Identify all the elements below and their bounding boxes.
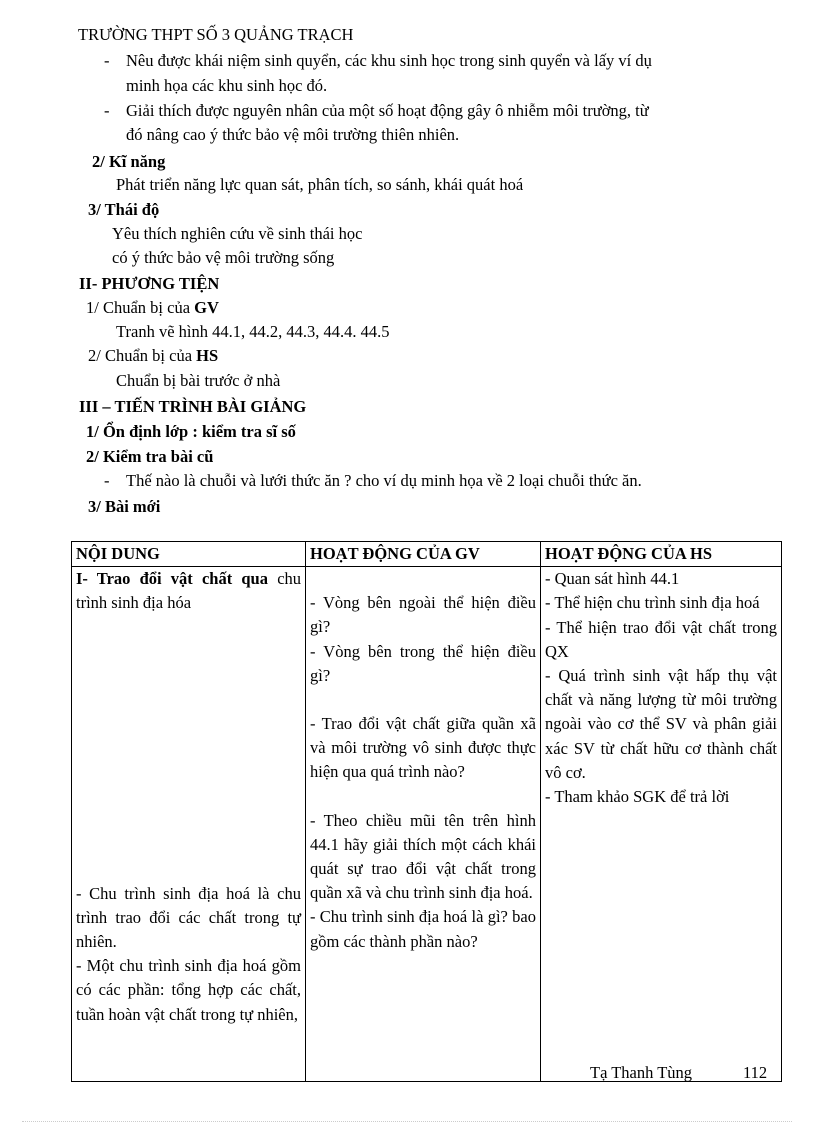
skills-heading: 2/ Kĩ năng	[92, 152, 166, 171]
student-answer: - Quan sát hình 44.1	[545, 569, 680, 589]
hs-prep-heading: 2/ Chuẩn bị của HS	[88, 346, 219, 365]
content-paragraph: - Chu trình sinh địa hoá là chu trình trao đổi các chất trong tự nhiên.	[76, 883, 301, 952]
attitude-line: có ý thức bảo vệ môi trường sống	[112, 248, 335, 267]
page-divider	[22, 1121, 792, 1122]
student-answer: - Thể hiện trao đổi vật chất trong QX	[545, 617, 777, 661]
column-header: HOẠT ĐỘNG CỦA HS	[541, 542, 782, 567]
content-cell	[72, 567, 306, 1082]
step-3: 3/ Bài mới	[88, 497, 161, 516]
hs-prep-text: Chuẩn bị bài trước ở nhà	[116, 371, 281, 390]
student-activity-cell	[541, 567, 782, 1082]
gv-prep-heading: 1/ Chuẩn bị của GV	[86, 298, 219, 317]
step-2: 2/ Kiểm tra bài cũ	[86, 447, 214, 466]
step-1: 1/ Ổn định lớp : kiểm tra sĩ số	[86, 422, 296, 441]
skills-text: Phát triển năng lực quan sát, phân tích, so sánh, khái quát hoá	[116, 175, 524, 194]
teacher-question: - Vòng bên trong thể hiện điều gì?	[310, 641, 536, 685]
student-answer: - Thể hiện chu trình sinh địa hoá	[545, 593, 760, 613]
column-header: NỘI DUNG	[72, 542, 306, 567]
content-paragraph: - Một chu trình sinh địa hoá gồm có các phần: tổng hợp các chất, tuần hoàn vật chất trong tự nhiên,	[76, 956, 301, 1024]
bullet-dash: -	[104, 101, 110, 120]
objective-line: minh họa các khu sinh học đó.	[126, 76, 328, 95]
student-answer: - Quá trình sinh vật hấp thụ vật chất và năng lượng từ môi trường ngoài vào cơ thể SV và phân giải xác SV từ chất hữu cơ thành chất vô cơ.	[545, 666, 777, 782]
gv-prep-text: Tranh vẽ hình 44.1, 44.2, 44.3, 44.4. 44.5	[116, 322, 390, 341]
teacher-question: - Trao đổi vật chất giữa quần xã và môi trường vô sinh được thực hiện qua quá trình nào?	[310, 714, 536, 782]
attitude-line: Yêu thích nghiên cứu về sinh thái học	[112, 224, 363, 243]
objective-line: Giải thích được nguyên nhân của một số hoạt động gây ô nhiễm môi trường, từ	[126, 101, 649, 120]
section-heading-process: III – TIẾN TRÌNH BÀI GIẢNG	[79, 397, 307, 416]
student-answer: - Tham khảo SGK để trả lời	[545, 787, 730, 807]
section-title: I- Trao đổi vật chất qua chu trình sinh địa hóa	[76, 569, 302, 613]
lesson-table	[71, 541, 782, 1082]
footer-author: Tạ Thanh Tùng	[590, 1063, 693, 1082]
teacher-activity-cell	[306, 567, 541, 1082]
page-number: 112	[743, 1063, 768, 1082]
objective-line: đó nâng cao ý thức bảo vệ môi trường thiên nhiên.	[126, 125, 460, 144]
school-header: TRƯỜNG THPT SỐ 3 QUẢNG TRẠCH	[78, 25, 354, 44]
bullet-dash: -	[104, 471, 110, 490]
step-2-question: Thế nào là chuỗi và lưới thức ăn ? cho ví dụ minh họa về 2 loại chuỗi thức ăn.	[126, 471, 642, 490]
objective-line: Nêu được khái niệm sinh quyển, các khu sinh học trong sinh quyển và lấy ví dụ	[126, 51, 652, 70]
table-row	[72, 567, 782, 1082]
column-header: HOẠT ĐỘNG CỦA GV	[306, 542, 541, 567]
table-header-row	[72, 542, 782, 567]
bullet-dash: -	[104, 51, 110, 70]
teacher-question: - Theo chiều mũi tên trên hình 44.1 hãy giải thích một cách khái quát sự trao đổi vật chất trong quần xã và chu trình sinh địa hoá.	[310, 810, 536, 903]
attitude-heading: 3/ Thái độ	[88, 200, 160, 219]
teacher-question: - Vòng bên ngoài thể hiện điều gì?	[310, 593, 536, 637]
section-heading-means: II- PHƯƠNG TIỆN	[79, 274, 220, 293]
teacher-question: - Chu trình sinh địa hoá là gì? bao gồm các thành phần nào?	[310, 907, 536, 951]
